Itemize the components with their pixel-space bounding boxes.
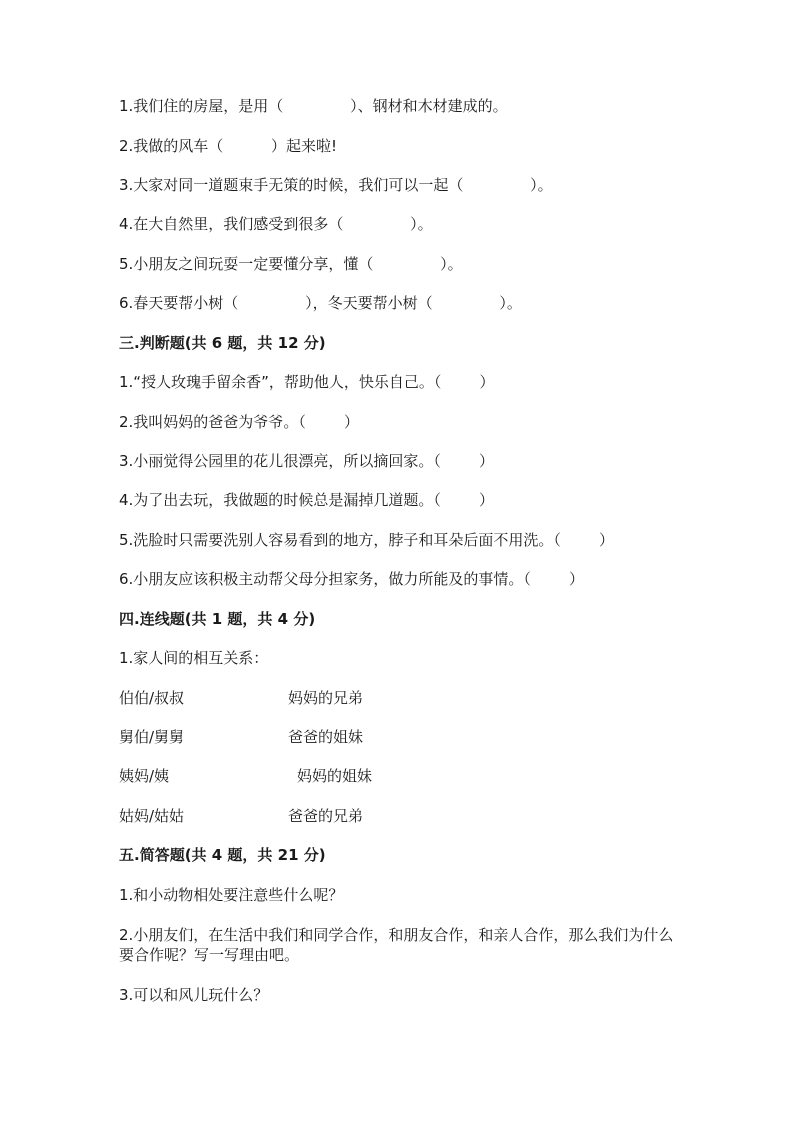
judge-item-5: 5.洗脸时只需要洗别人容易看到的地方，脖子和耳朵后面不用洗。（ ）: [119, 531, 614, 549]
matching-right-item: 妈妈的兄弟: [288, 689, 364, 707]
matching-question: 1.家人间的相互关系：: [119, 649, 269, 667]
judge-item-6: 6.小朋友应该积极主动帮父母分担家务，做力所能及的事情。（ ）: [119, 570, 584, 588]
fill-blank-item-5: 5.小朋友之间玩耍一定要懂分享，懂（ ）。: [119, 255, 463, 273]
section-heading-matching: 四.连线题(共 1 题，共 4 分): [119, 610, 316, 628]
matching-left-item: 舅伯/舅舅: [119, 728, 185, 746]
judge-item-2: 2.我叫妈妈的爸爸为爷爷。（ ）: [119, 413, 359, 431]
judge-item-4: 4.为了出去玩，我做题的时候总是漏掉几道题。（ ）: [119, 491, 494, 509]
matching-left-item: 伯伯/叔叔: [119, 689, 185, 707]
matching-left-item: 姑妈/姑姑: [119, 807, 185, 825]
fill-blank-item-4: 4.在大自然里，我们感受到很多（ ）。: [119, 215, 433, 233]
matching-right-item: 爸爸的兄弟: [288, 807, 364, 825]
section-heading-judge: 三.判断题(共 6 题，共 12 分): [119, 334, 326, 352]
fill-blank-item-3: 3.大家对同一道题束手无策的时候，我们可以一起（ ）。: [119, 176, 553, 194]
judge-item-1: 1.“授人玫瑰手留余香”，帮助他人，快乐自己。（ ）: [119, 373, 495, 391]
judge-item-3: 3.小丽觉得公园里的花儿很漂亮，所以摘回家。（ ）: [119, 452, 494, 470]
matching-left-item: 姨妈/姨: [119, 767, 170, 785]
matching-right-item: 妈妈的姐妹: [297, 767, 373, 785]
short-answer-item-3: 3.可以和风儿玩什么？: [119, 986, 269, 1004]
fill-blank-item-1: 1.我们住的房屋，是用（ ）、钢材和木材建成的。: [119, 97, 508, 115]
fill-blank-item-2: 2.我做的风车（ ）起来啦!: [119, 137, 338, 155]
short-answer-item-2: 2.小朋友们，在生活中我们和同学合作，和朋友合作，和亲人合作，那么我们为什么要合作呢？写一写理由吧。: [119, 926, 674, 964]
section-heading-short-answer: 五.简答题(共 4 题，共 21 分): [119, 846, 326, 864]
short-answer-item-1: 1.和小动物相处要注意些什么呢？: [119, 886, 344, 904]
fill-blank-item-6: 6.春天要帮小树（ ），冬天要帮小树（ ）。: [119, 294, 522, 312]
matching-right-item: 爸爸的姐妹: [288, 728, 364, 746]
